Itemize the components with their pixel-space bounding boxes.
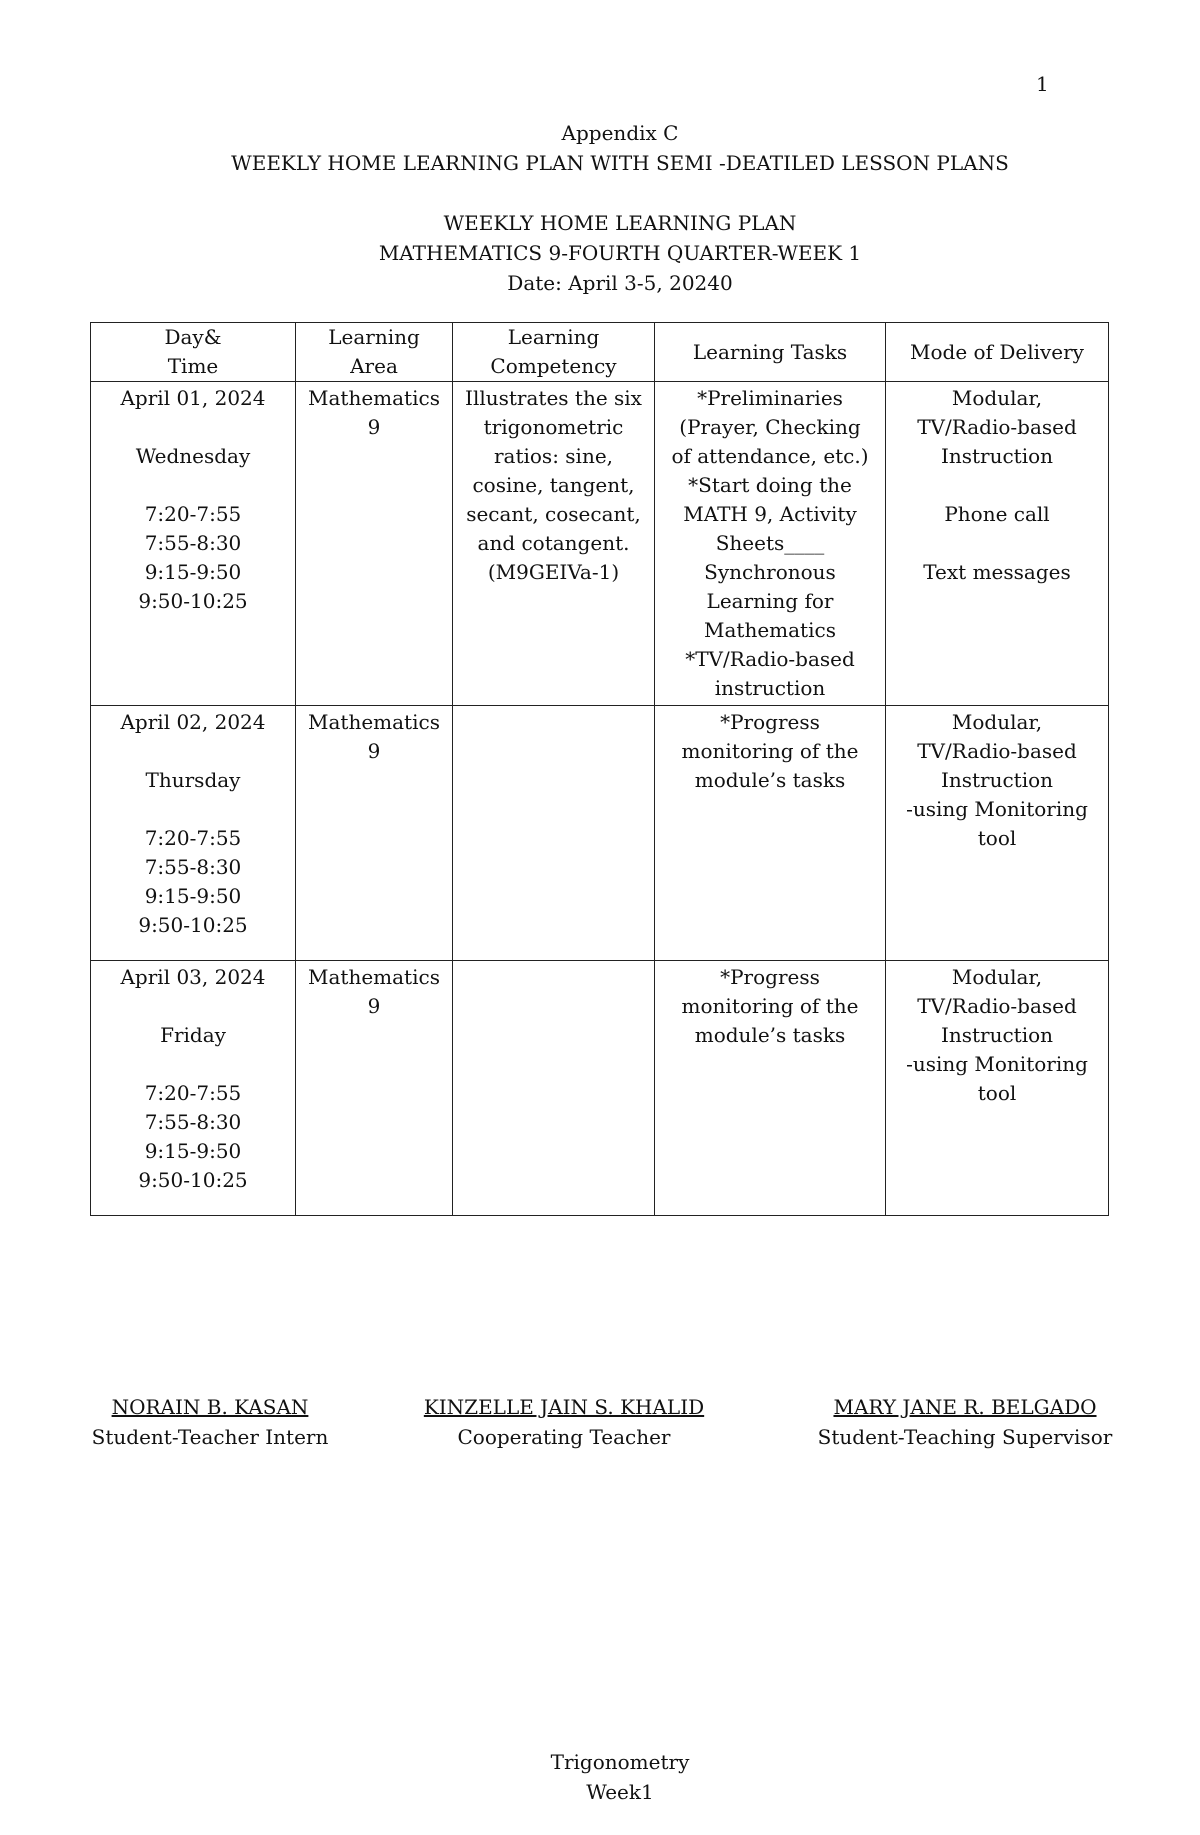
task-text: of attendance, etc.) [671, 444, 869, 468]
competency-text: and cotangent. [477, 531, 630, 555]
time-slot: 7:55-8:30 [144, 855, 242, 879]
header-day-time [91, 323, 296, 382]
header-text: Competency [490, 354, 617, 378]
task-text: module’s tasks [694, 1023, 846, 1047]
area-text: 9 [367, 415, 381, 439]
competency-text: Illustrates the six [465, 386, 642, 410]
area-text: 9 [367, 739, 381, 763]
delivery-text: tool [977, 1081, 1017, 1105]
header-learning-tasks: Learning Tasks [655, 323, 886, 382]
area-text: 9 [367, 994, 381, 1018]
cell-learning-area [296, 706, 453, 961]
row-date: April 02, 2024 [120, 710, 266, 734]
time-slot: 9:15-9:50 [144, 884, 242, 908]
learning-plan-table [90, 322, 1109, 1216]
time-slot: 9:50-10:25 [138, 913, 248, 937]
header-text: Learning [328, 325, 420, 349]
page-footer [0, 1747, 1200, 1807]
spacer [97, 737, 289, 766]
competency-text: (M9GEIVa-1) [487, 560, 620, 584]
page-number: 1 [1036, 72, 1049, 96]
task-text: monitoring of the [681, 994, 859, 1018]
spacer [97, 471, 289, 500]
plan-heading [0, 208, 1200, 298]
signature-supervisor [810, 1392, 1120, 1452]
signature-student-teacher [90, 1392, 330, 1452]
task-text: *Progress [720, 710, 820, 734]
task-text: Mathematics [704, 618, 836, 642]
cell-day-time [91, 961, 296, 1216]
date-line: Date: April 3-5, 20240 [507, 271, 733, 295]
cell-mode-of-delivery [886, 961, 1109, 1216]
document-title: WEEKLY HOME LEARNING PLAN WITH SEMI -DEATILED LESSON PLANS [231, 151, 1009, 175]
appendix-label: Appendix C [561, 121, 679, 145]
task-text: (Prayer, Checking [679, 415, 861, 439]
signature-cooperating-teacher [398, 1392, 730, 1452]
table-row [91, 706, 1109, 961]
header-learning-competency [453, 323, 655, 382]
delivery-text: -using Monitoring [906, 797, 1088, 821]
time-slot: 7:20-7:55 [144, 1081, 242, 1105]
competency-text: trigonometric [483, 415, 624, 439]
signatory-role: Student-Teacher Intern [91, 1425, 329, 1449]
table-header-row [91, 323, 1109, 382]
signatory-name: NORAIN B. KASAN [111, 1395, 309, 1419]
task-text: *Preliminaries [697, 386, 843, 410]
spacer [97, 413, 289, 442]
row-day: Friday [160, 1023, 226, 1047]
row-date: April 03, 2024 [120, 965, 266, 989]
delivery-text: Phone call [944, 502, 1050, 526]
delivery-text: -using Monitoring [906, 1052, 1088, 1076]
table-row [91, 382, 1109, 706]
delivery-text: Instruction [940, 1023, 1054, 1047]
cell-day-time [91, 382, 296, 706]
cell-mode-of-delivery [886, 382, 1109, 706]
time-slot: 9:50-10:25 [138, 589, 248, 613]
footer-topic: Trigonometry [550, 1750, 690, 1774]
time-slot: 9:50-10:25 [138, 1168, 248, 1192]
delivery-text [892, 471, 1102, 500]
time-slot: 7:20-7:55 [144, 826, 242, 850]
time-slot: 7:20-7:55 [144, 502, 242, 526]
spacer [97, 795, 289, 824]
time-slot: 7:55-8:30 [144, 1110, 242, 1134]
cell-learning-tasks [655, 706, 886, 961]
task-text: Sheets____ [715, 531, 825, 555]
competency-text: cosine, tangent, [472, 473, 635, 497]
cell-learning-area [296, 382, 453, 706]
competency-text: ratios: sine, [493, 444, 614, 468]
area-text: Mathematics [308, 710, 440, 734]
delivery-text: Instruction [940, 768, 1054, 792]
cell-learning-competency [453, 961, 655, 1216]
spacer [97, 992, 289, 1021]
table-row [91, 961, 1109, 1216]
header-text: Area [350, 354, 398, 378]
delivery-text: Instruction [940, 444, 1054, 468]
header-learning-area [296, 323, 453, 382]
cell-learning-competency [453, 382, 655, 706]
task-text: monitoring of the [681, 739, 859, 763]
signatory-role: Cooperating Teacher [457, 1425, 671, 1449]
time-slot: 9:15-9:50 [144, 1139, 242, 1163]
delivery-text: Modular, [951, 386, 1043, 410]
task-text: MATH 9, Activity [683, 502, 857, 526]
header-mode-of-delivery: Mode of Delivery [886, 323, 1109, 382]
area-text: Mathematics [308, 965, 440, 989]
signatory-name: KINZELLE JAIN S. KHALID [423, 1395, 705, 1419]
footer-week: Week1 [586, 1780, 654, 1804]
cell-mode-of-delivery [886, 706, 1109, 961]
time-slot: 9:15-9:50 [144, 560, 242, 584]
delivery-text: TV/Radio-based [917, 739, 1077, 763]
signatory-name: MARY JANE R. BELGADO [833, 1395, 1097, 1419]
row-day: Wednesday [135, 444, 251, 468]
delivery-text: tool [977, 826, 1017, 850]
cell-learning-competency [453, 706, 655, 961]
header-text: Day& [164, 325, 222, 349]
plan-title: WEEKLY HOME LEARNING PLAN [443, 211, 797, 235]
task-text: *Progress [720, 965, 820, 989]
spacer [97, 1050, 289, 1079]
header-text: Learning [507, 325, 600, 349]
task-text: Learning for [706, 589, 834, 613]
signatory-role: Student-Teaching Supervisor [817, 1425, 1113, 1449]
delivery-text: TV/Radio-based [917, 415, 1077, 439]
task-text: Synchronous [704, 560, 836, 584]
area-text: Mathematics [308, 386, 440, 410]
task-text: module’s tasks [694, 768, 846, 792]
delivery-text: Modular, [951, 965, 1043, 989]
document-heading [0, 118, 1200, 178]
cell-learning-area [296, 961, 453, 1216]
task-text: instruction [714, 676, 826, 700]
delivery-text [892, 529, 1102, 558]
delivery-text: Text messages [923, 560, 1071, 584]
cell-day-time [91, 706, 296, 961]
competency-text: secant, cosecant, [466, 502, 641, 526]
cell-learning-tasks [655, 382, 886, 706]
delivery-text: TV/Radio-based [917, 994, 1077, 1018]
task-text: *TV/Radio-based [685, 647, 855, 671]
delivery-text: Modular, [951, 710, 1043, 734]
cell-learning-tasks [655, 961, 886, 1216]
header-text: Time [167, 354, 219, 378]
row-date: April 01, 2024 [120, 386, 266, 410]
time-slot: 7:55-8:30 [144, 531, 242, 555]
row-day: Thursday [145, 768, 241, 792]
task-text: *Start doing the [688, 473, 852, 497]
subject-line: MATHEMATICS 9-FOURTH QUARTER-WEEK 1 [378, 241, 862, 265]
